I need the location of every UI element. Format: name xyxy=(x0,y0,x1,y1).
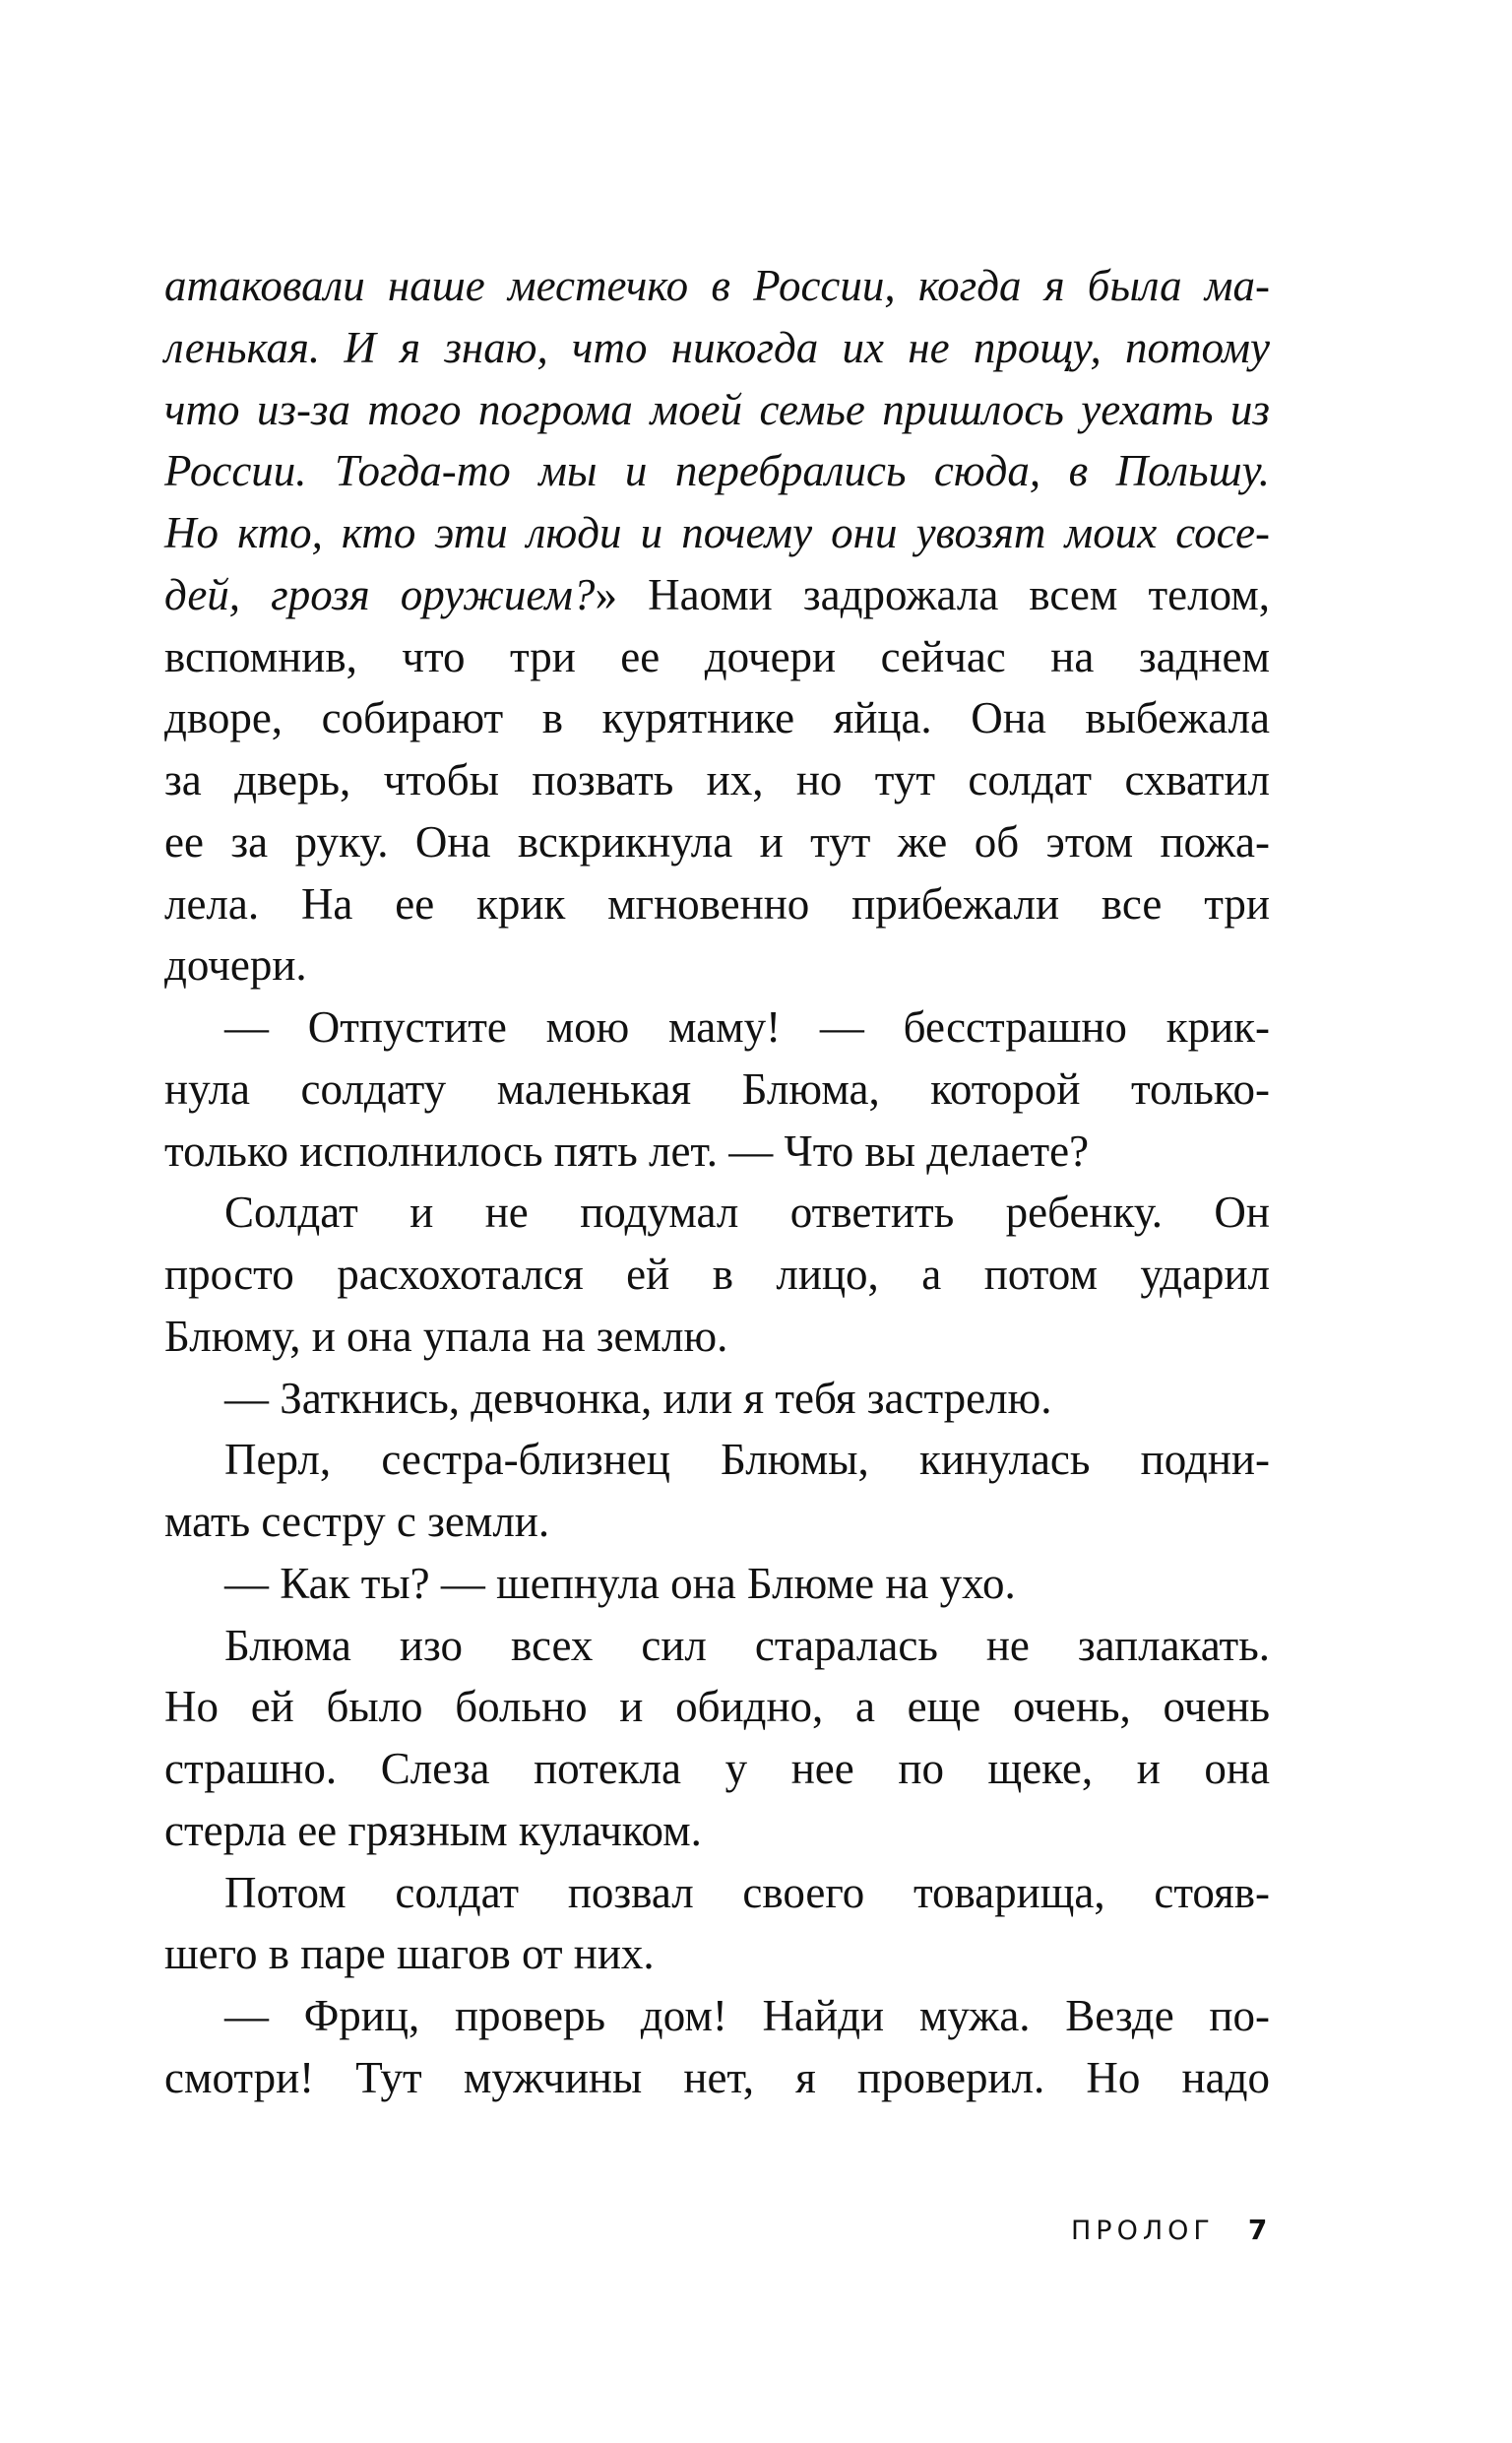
italic-segment: России. Тогда-то мы и перебрались сюда, в Польшу. xyxy=(164,446,1270,496)
text-segment: просто расхохотался ей в лицо, а потом ударил xyxy=(164,1250,1270,1299)
text-segment: нула солдату маленькая Блюма, которой только- xyxy=(164,1063,1270,1114)
italic-segment: что из-за того погрома моей семье пришлось уехать из xyxy=(164,384,1270,434)
text-segment: ее за руку. Она вскрикнула и тут же об этом пожа- xyxy=(164,816,1270,867)
page-footer xyxy=(1071,2214,1267,2247)
text-line xyxy=(164,1800,1270,1862)
text-segment: только исполнилось пять лет. — Что вы делаете? xyxy=(164,1125,1090,1176)
text-line xyxy=(164,1985,1270,2047)
text-line xyxy=(164,1182,1270,1244)
text-segment: Перл, сестра-близнец Блюмы, кинулась подни- xyxy=(224,1435,1270,1485)
text-segment: Солдат и не подумал ответить ребенку. Он xyxy=(224,1188,1270,1238)
text-line xyxy=(164,1306,1270,1368)
text-line xyxy=(164,1491,1270,1553)
text-line xyxy=(164,317,1270,379)
text-line xyxy=(164,255,1270,317)
text-line xyxy=(164,564,1270,626)
text-segment: Блюма изо всех сил старалась не заплакать. xyxy=(224,1620,1270,1670)
text-segment: вспомнив, что три ее дочери сейчас на заднем xyxy=(164,631,1270,681)
italic-segment: Но кто, кто эти люди и почему они увозят моих сосе- xyxy=(164,508,1270,557)
text-segment: — Как ты? — шепнула она Блюме на ухо. xyxy=(224,1558,1016,1608)
page-number: 7 xyxy=(1247,2214,1268,2246)
text-line xyxy=(164,1121,1270,1183)
text-segment: мать сестру с земли. xyxy=(164,1497,550,1546)
text-line xyxy=(164,502,1270,564)
text-segment: Потом солдат позвал своего товарища, стояв- xyxy=(224,1867,1270,1917)
text-line xyxy=(164,934,1270,996)
text-segment: дворе, собирают в курятнике яйца. Она выбежала xyxy=(164,693,1270,743)
text-segment: Но ей было больно и обидно, а еще очень, очень xyxy=(164,1682,1270,1732)
italic-segment: дей, грозя оружием? xyxy=(164,569,596,619)
text-line xyxy=(164,873,1270,935)
text-line xyxy=(164,440,1270,502)
text-segment: — Заткнись, девчонка, или я тебя застрелю. xyxy=(224,1373,1052,1423)
text-line xyxy=(164,996,1270,1059)
text-line xyxy=(164,1244,1270,1306)
running-head: ПРОЛОГ xyxy=(1071,2216,1215,2246)
text-line xyxy=(164,379,1270,441)
text-segment: » Наоми задрожала всем телом, xyxy=(595,569,1270,619)
text-line xyxy=(164,1553,1270,1615)
text-line xyxy=(164,749,1270,811)
text-line xyxy=(164,687,1270,749)
text-segment: за дверь, чтобы позвать их, но тут солдат схватил xyxy=(164,755,1270,804)
text-line xyxy=(164,1738,1270,1800)
text-line xyxy=(164,626,1270,688)
text-line xyxy=(164,1368,1270,1430)
italic-segment: ленькая. И я знаю, что никогда их не прощу, потому xyxy=(164,322,1270,372)
text-segment: дочери. xyxy=(164,940,307,991)
text-segment: смотри! Тут мужчины нет, я проверил. Но надо xyxy=(164,2052,1270,2102)
text-line xyxy=(164,811,1270,873)
text-segment: — Фриц, проверь дом! Найди мужа. Везде по- xyxy=(224,1991,1270,2040)
text-line xyxy=(164,1429,1270,1491)
text-segment: лела. На ее крик мгновенно прибежали все три xyxy=(164,878,1270,929)
text-line xyxy=(164,1862,1270,1924)
text-line xyxy=(164,2047,1270,2109)
text-segment: Блюму, и она упала на землю. xyxy=(164,1311,728,1361)
text-line xyxy=(164,1059,1270,1121)
text-segment: стерла ее грязным кулачком. xyxy=(164,1805,702,1855)
text-line xyxy=(164,1676,1270,1738)
text-segment: страшно. Слеза потекла у нее по щеке, и она xyxy=(164,1744,1270,1793)
text-line xyxy=(164,1615,1270,1677)
body-text xyxy=(164,255,1270,2109)
italic-segment: атаковали наше местечко в России, когда я была ма- xyxy=(164,261,1270,310)
text-line xyxy=(164,1923,1270,1985)
text-segment: — Отпустите мою маму! — бесстрашно крик- xyxy=(224,1002,1270,1052)
text-segment: шего в паре шагов от них. xyxy=(164,1929,655,1979)
